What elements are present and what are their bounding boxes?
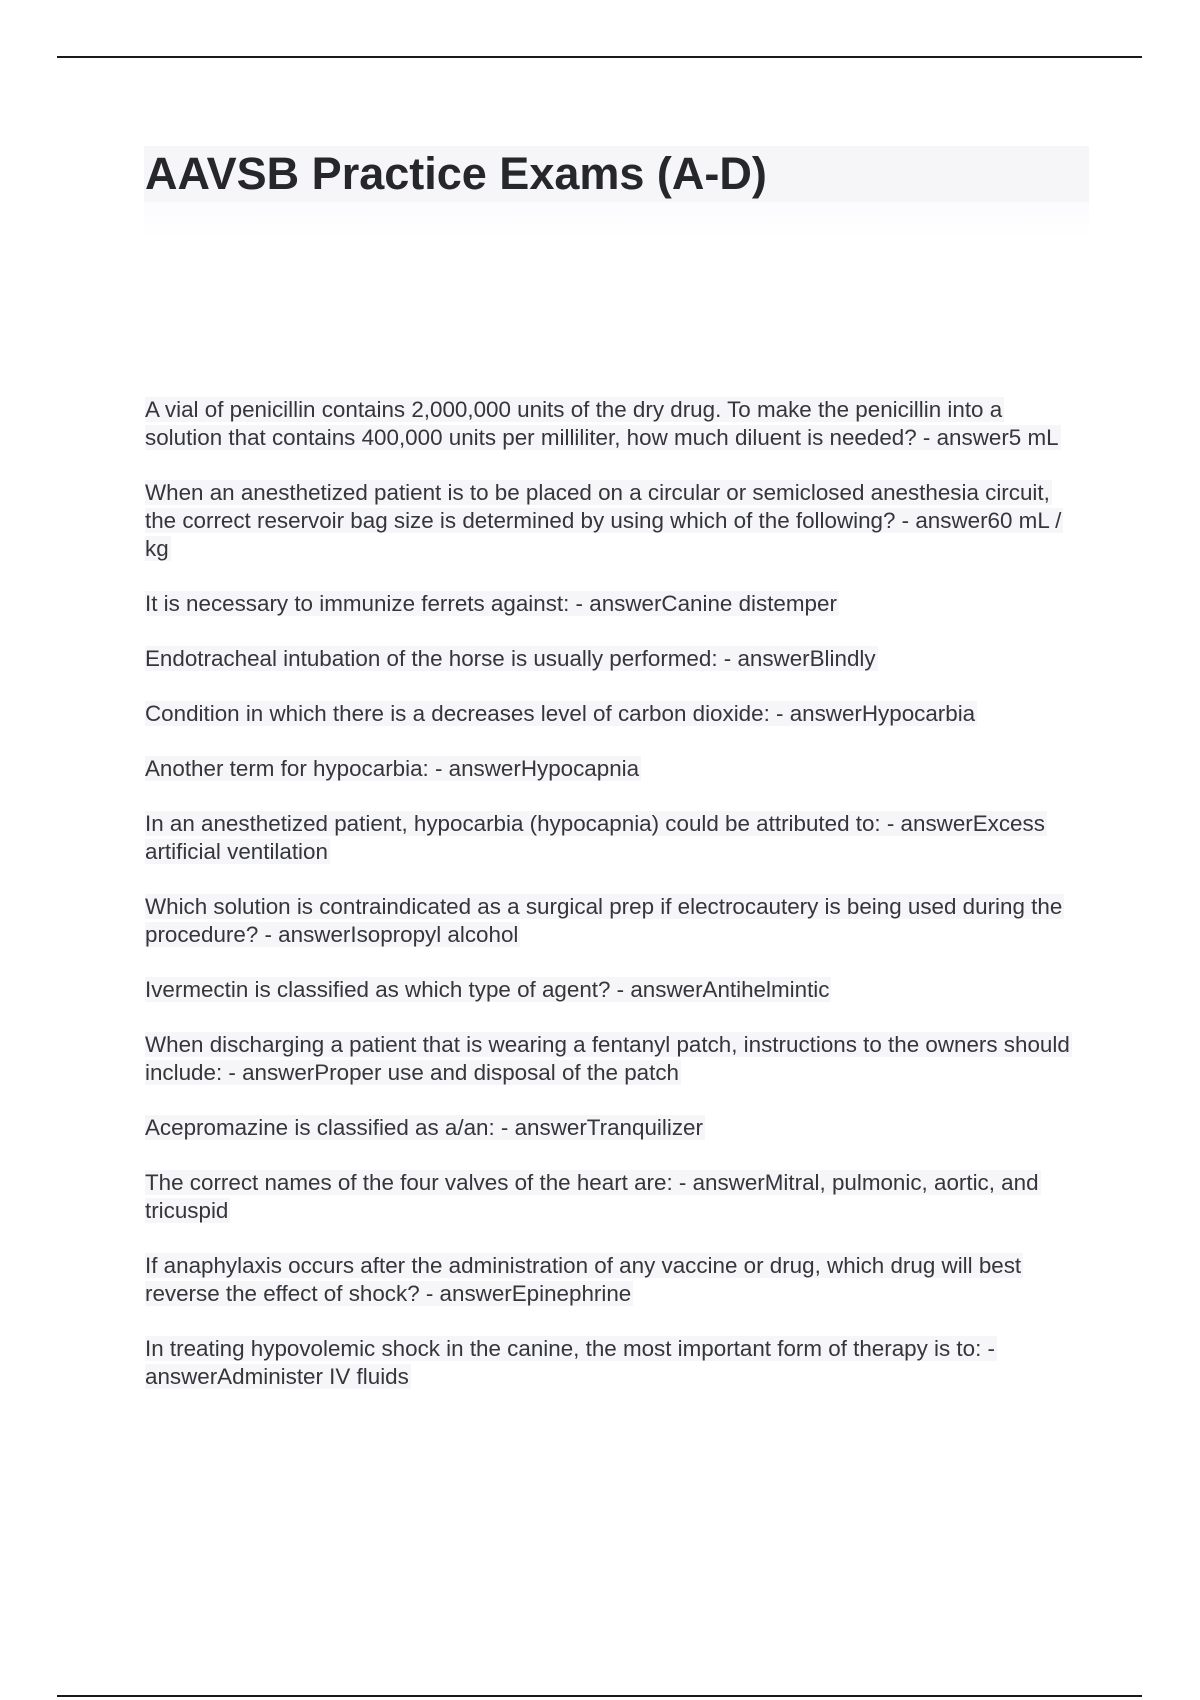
qa-text: When discharging a patient that is wearing a fentanyl patch, instructions to the owners should include: - answerProper use and disposal of the patch (145, 1032, 1070, 1085)
qa-item-12 (145, 1169, 1085, 1225)
qa-text: The correct names of the four valves of the heart are: - answerMitral, pulmonic, aortic, and tricuspid (145, 1170, 1039, 1223)
qa-text: In an anesthetized patient, hypocarbia (hypocapnia) could be attributed to: - answerExcess artificial ventilation (145, 811, 1045, 864)
qa-item-7 (145, 810, 1085, 866)
question-answer-list (145, 396, 1085, 1418)
document-title: AAVSB Practice Exams (A-D) (145, 148, 767, 199)
qa-text: A vial of penicillin contains 2,000,000 units of the dry drug. To make the penicillin into a solution that contains 400,000 units per milliliter, how much diluent is needed? - answer5 mL (145, 397, 1059, 450)
header-rule (57, 56, 1142, 58)
qa-text: In treating hypovolemic shock in the canine, the most important form of therapy is to: - answerAdminister IV fluids (145, 1336, 996, 1389)
title-highlight-fade (144, 202, 1089, 238)
qa-item-6 (145, 755, 1085, 783)
qa-item-13 (145, 1252, 1085, 1308)
qa-item-5 (145, 700, 1085, 728)
qa-item-4 (145, 645, 1085, 673)
qa-item-8 (145, 893, 1085, 949)
qa-text: It is necessary to immunize ferrets against: - answerCanine distemper (145, 591, 837, 616)
qa-text: If anaphylaxis occurs after the administration of any vaccine or drug, which drug will best reverse the effect of shock? - answerEpinephrine (145, 1253, 1022, 1306)
qa-text: Another term for hypocarbia: - answerHypocapnia (145, 756, 640, 781)
qa-text: Ivermectin is classified as which type of agent? - answerAntihelmintic (145, 977, 830, 1002)
qa-item-1 (145, 396, 1085, 452)
qa-text: Endotracheal intubation of the horse is usually performed: - answerBlindly (145, 646, 876, 671)
qa-text: When an anesthetized patient is to be placed on a circular or semiclosed anesthesia circuit, the correct reservoir bag size is determined by using which of the following? - answer60 mL / kg (145, 480, 1062, 561)
qa-item-3 (145, 590, 1085, 618)
qa-item-2 (145, 479, 1085, 563)
qa-text: Acepromazine is classified as a/an: - answerTranquilizer (145, 1115, 703, 1140)
qa-text: Condition in which there is a decreases level of carbon dioxide: - answerHypocarbia (145, 701, 976, 726)
qa-item-14 (145, 1335, 1085, 1391)
qa-item-10 (145, 1031, 1085, 1087)
qa-text: Which solution is contraindicated as a surgical prep if electrocautery is being used during the procedure? - answerIsopropyl alcohol (145, 894, 1063, 947)
qa-item-9 (145, 976, 1085, 1004)
qa-item-11 (145, 1114, 1085, 1142)
footer-rule (57, 1695, 1142, 1697)
